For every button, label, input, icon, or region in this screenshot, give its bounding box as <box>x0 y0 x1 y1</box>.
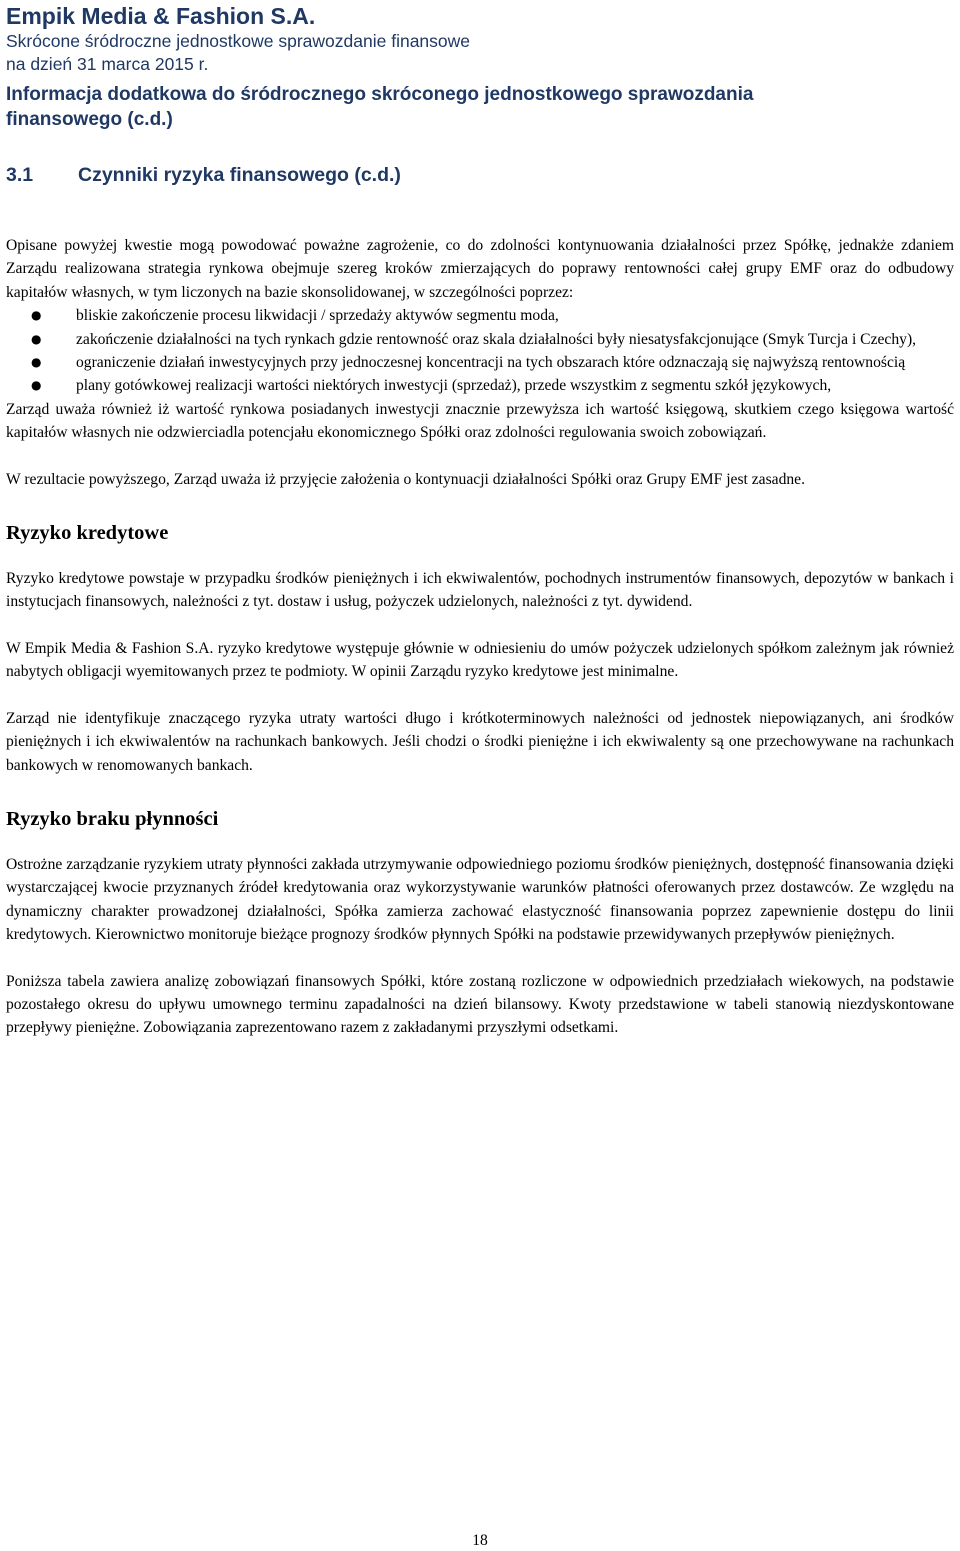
credit-risk-paragraph: Zarząd nie identyfikuje znaczącego ryzyka utraty wartości długo i krótkoterminowych należności od jednostek niepowiązanych, ani środków pieniężnych i ich ekwiwalentów na rachunkach bankowych. Jeśli chodzi o środki pieniężne i ich ekwiwalenty są one przechowywane na rachunkach bankowych w renomowanych bankach. <box>6 709 954 774</box>
list-item <box>6 328 954 351</box>
list-item <box>6 351 954 374</box>
liquidity-risk-heading: Ryzyko braku płynności <box>6 807 219 830</box>
market-value-paragraph: Zarząd uważa również iż wartość rynkowa posiadanych inwestycji znacznie przewyższa ich wartość księgową, skutkiem czego księgowa wartość kapitałów własnych nie odzwierciadla potencjału ekonomicznego Spółki oraz zdolności regulowania swoich zobowiązań. <box>6 400 954 442</box>
liquidity-risk-paragraph: Poniższa tabela zawiera analizę zobowiązań finansowych Spółki, które zostaną rozliczone w odpowiednich przedziałach wiekowych, na podstawie pozostałego okresu do upływu umownego terminu zapadalności na dzień bilansowy. Kwoty przedstawione w tabeli stanowią niezdyskontowane przepływy pieniężne. Zobowiązania zaprezentowano razem z zakładanymi przyszłymi odsetkami. <box>6 972 954 1037</box>
page-number: 18 <box>472 1532 488 1549</box>
report-title: Skrócone śródroczne jednostkowe sprawozdanie finansowe <box>6 31 471 51</box>
section-title-line-1: Informacja dodatkowa do śródrocznego skróconego jednostkowego sprawozdania <box>6 84 754 105</box>
document-page <box>6 0 954 1040</box>
list-item <box>6 374 954 397</box>
list-item-text: bliskie zakończenie procesu likwidacji / sprzedaży aktywów segmentu moda, <box>76 307 559 325</box>
credit-risk-heading: Ryzyko kredytowe <box>6 522 169 545</box>
bullet-icon: ● <box>31 331 42 346</box>
subsection-heading <box>6 162 954 188</box>
bullet-icon: ● <box>31 308 42 323</box>
report-date: na dzień 31 marca 2015 r. <box>6 54 209 74</box>
list-item-text: ograniczenie działań inwestycyjnych przy jednoczesnej koncentracji na tych obszarach które odznaczają się najwyższą rentownością <box>76 354 906 372</box>
list-item-text: zakończenie działalności na tych rynkach gdzie rentowność oraz skala działalności były niesatysfakcjonujące (Smyk Turcja i Czechy), <box>76 330 917 348</box>
list-item <box>6 304 954 327</box>
section-title <box>6 82 954 132</box>
credit-risk-paragraph: Ryzyko kredytowe powstaje w przypadku środków pieniężnych i ich ekwiwalentów, pochodnych instrumentów finansowych, depozytów w bankach i instytucjach finansowych, należności z tyt. dostaw i usług, pożyczek udzielonych, należności z tyt. dywidend. <box>6 570 954 611</box>
credit-risk-paragraph: W Empik Media & Fashion S.A. ryzyko kredytowe występuje głównie w odniesieniu do umów pożyczek udzielonych spółkom zależnym jak również nabytych obligacji wyemitowanych przez te podmioty. W opinii Zarządu ryzyko kredytowe jest minimalne. <box>6 639 954 681</box>
bullet-icon: ● <box>31 355 42 370</box>
liquidity-risk-paragraph: Ostrożne zarządzanie ryzykiem utraty płynności zakłada utrzymywanie odpowiedniego poziomu środków pieniężnych, dostępność finansowania dzięki wystarczającej kwocie przyznanych źródeł kredytowania oraz wykorzystywanie warunków płatności oferowanych przez dostawców. Ze względu na dynamiczny charakter prowadzonej działalności, Spółka zamierza zachować elastyczność finansowania poprzez zapewnienie dostępu do linii kredytowych. Kierownictwo monitoruje bieżące prognozy środków płynnych Spółki na podstawie przewidywanych przepływów pieniężnych. <box>6 855 954 944</box>
going-concern-conclusion: W rezultacie powyższego, Zarząd uważa iż przyjęcie założenia o kontynuacji działalności Spółki oraz Grupy EMF jest zasadne. <box>6 470 805 488</box>
company-name: Empik Media & Fashion S.A. <box>6 3 316 29</box>
subsection-number: 3.1 <box>6 164 34 186</box>
strategy-bullet-list <box>6 304 954 398</box>
subsection-title: Czynniki ryzyka finansowego (c.d.) <box>78 164 401 186</box>
bullet-icon: ● <box>31 378 42 393</box>
list-item-text: plany gotówkowej realizacji wartości niektórych inwestycji (sprzedaż), przede wszystkim z segmentu szkół językowych, <box>76 377 832 395</box>
section-title-line-2: finansowego (c.d.) <box>6 109 173 130</box>
intro-paragraph: Opisane powyżej kwestie mogą powodować poważne zagrożenie, co do zdolności kontynuowania działalności przez Spółkę, jednakże zdaniem Zarządu realizowana strategia rynkowa obejmuje szereg kroków zmierzających do poprawy rentowności całej grupy EMF oraz do odbudowy kapitałów własnych, w tym liczonych na bazie skonsolidowanej, w szczególności poprzez: <box>6 237 954 301</box>
